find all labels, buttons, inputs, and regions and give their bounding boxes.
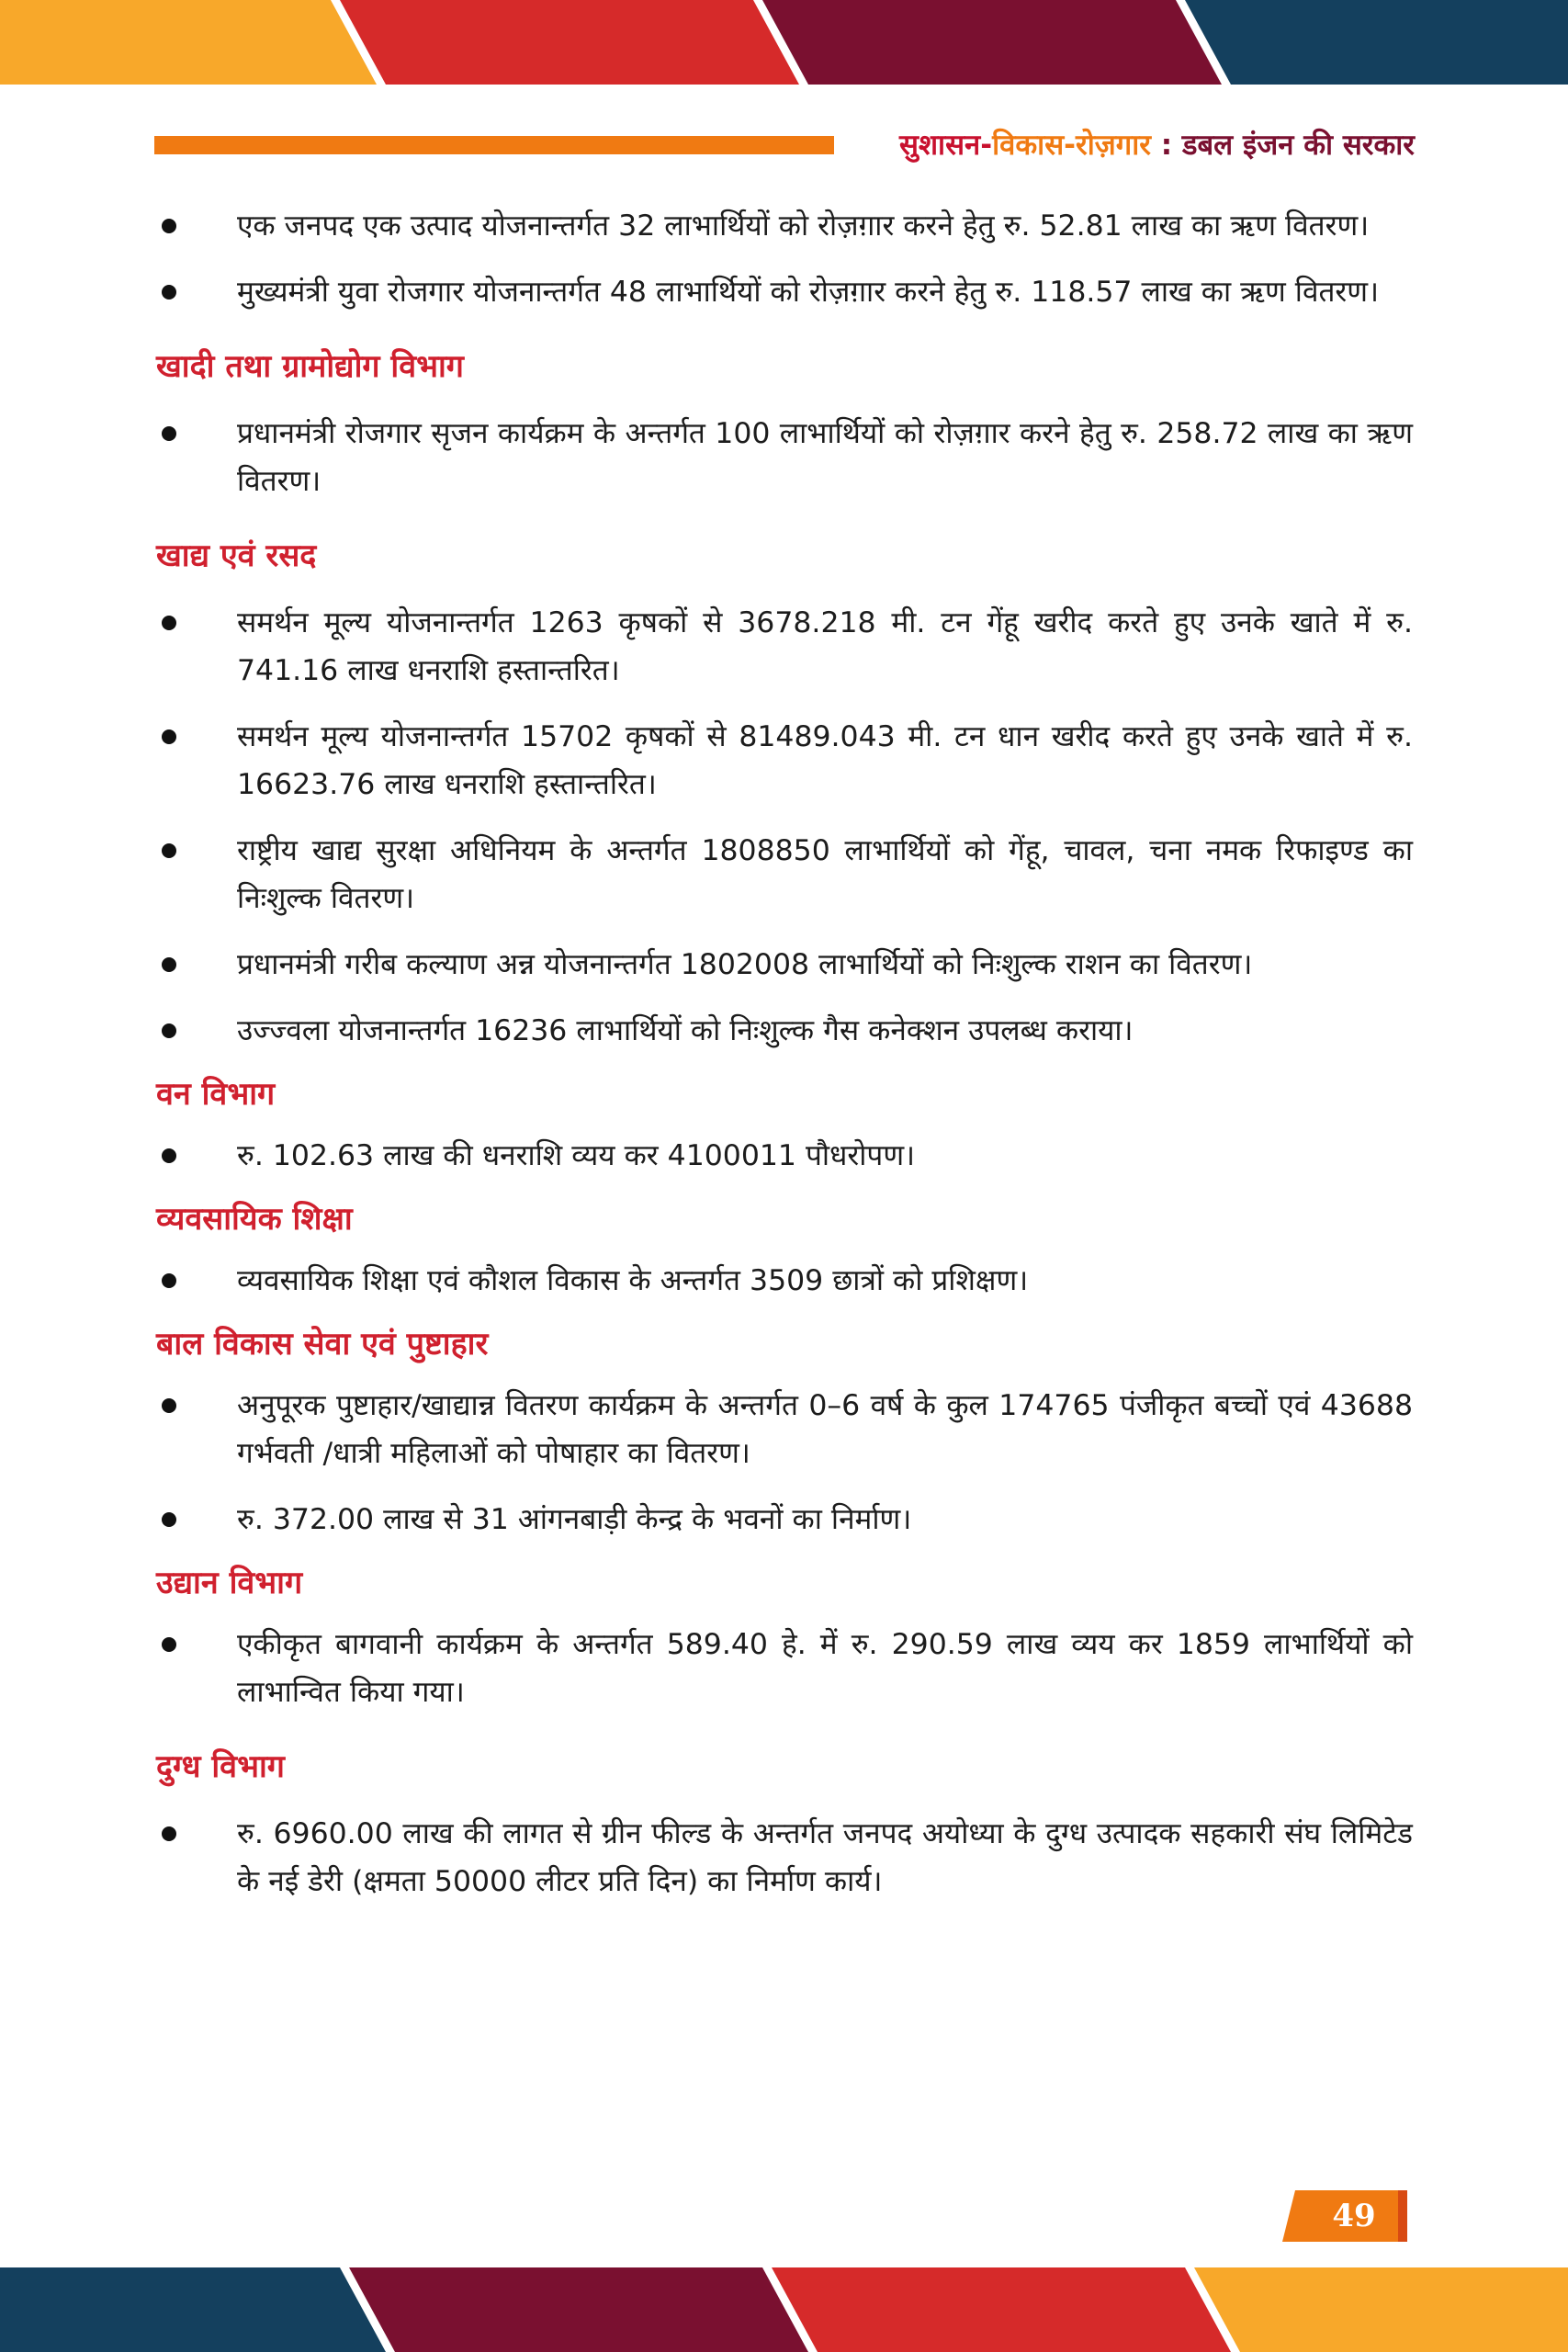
list-item-text: मुख्यमंत्री युवा रोजगार योजनान्तर्गत 48 लाभार्थियों को रोज़ग़ार करने हेतु रु. 118.57 लाख का ऋण वितरण।	[237, 276, 1380, 309]
top-band-graphic	[0, 0, 1568, 85]
bottom-band-navy-stripe	[0, 2267, 386, 2352]
bullet-icon	[162, 1637, 176, 1652]
bullet-icon	[162, 729, 176, 744]
list-item-text: उज्ज्वला योजनान्तर्गत 16236 लाभार्थियों को निःशुल्क गैस कनेक्शन उपलब्ध कराया।	[237, 1014, 1134, 1047]
bullet-icon	[162, 843, 176, 858]
top-decorative-band	[0, 0, 1568, 85]
page-number-tab	[1282, 2190, 1407, 2242]
bullet-icon	[162, 616, 176, 630]
bullet-icon	[162, 426, 176, 441]
section-heading-khadi: खादी तथा ग्रामोद्योग विभाग	[156, 348, 464, 385]
list-item-text: अनुपूरक पुष्टाहार/खाद्यान्न वितरण कार्यक्रम के अन्तर्गत 0–6 वर्ष के कुल 174765 पंजीकृत बच्चों एवं 43688 गर्भवती /धात्री महिलाओं को पोषाहार का वितरण।	[237, 1389, 1413, 1470]
bullet-icon	[162, 1512, 176, 1527]
list-item	[156, 1257, 1413, 1305]
section-heading-forest: वन विभाग	[156, 1076, 276, 1113]
list-item	[156, 713, 1413, 808]
list-item-text: व्यवसायिक शिक्षा एवं कौशल विकास के अन्तर्गत 3509 छात्रों को प्रशिक्षण।	[237, 1264, 1029, 1297]
top-band-navy-stripe	[1185, 0, 1568, 85]
bullet-icon	[162, 219, 176, 233]
list-item	[156, 1382, 1413, 1477]
bottom-decorative-band	[0, 2267, 1568, 2352]
list-item-text: प्रधानमंत्री गरीब कल्याण अन्न योजनान्तर्गत 1802008 लाभार्थियों को निःशुल्क राशन का वितरण।	[237, 948, 1253, 981]
list-item-text: रु. 372.00 लाख से 31 आंगनबाड़ी केन्द्र के भवनों का निर्माण।	[237, 1503, 912, 1536]
list-item-text: प्रधानमंत्री रोजगार सृजन कार्यक्रम के अन्तर्गत 100 लाभार्थियों को रोज़ग़ार करने हेतु रु. 258.72 लाख का ऋण वितरण।	[237, 417, 1413, 498]
section-heading-vocational: व्यवसायिक शिक्षा	[156, 1201, 353, 1238]
list-item-text: रु. 6960.00 लाख की लागत से ग्रीन फील्ड के अन्तर्गत जनपद अयोध्या के दुग्ध उत्पादक सहकारी संघ लिमिटेड के नई डेरी (क्षमता 50000 लीटर प्रति दिन) का निर्माण कार्य।	[237, 1817, 1413, 1898]
list-item-text: एक जनपद एक उत्पाद योजनान्तर्गत 32 लाभार्थियों को रोज़ग़ार करने हेतु रु. 52.81 लाख का ऋण वितरण।	[237, 209, 1370, 243]
list-item	[156, 1007, 1413, 1055]
bottom-band-graphic	[0, 2267, 1568, 2352]
top-band-red-stripe	[340, 0, 799, 85]
bottom-band-red-stripe	[772, 2267, 1231, 2352]
bottom-band-yellow-stripe	[1194, 2267, 1568, 2352]
list-item	[156, 202, 1413, 250]
list-item	[156, 827, 1413, 922]
top-band-yellow-stripe	[0, 0, 377, 85]
list-item-text: राष्ट्रीय खाद्य सुरक्षा अधिनियम के अन्तर्गत 1808850 लाभार्थियों को गेंहू, चावल, चना नमक रिफाइण्ड का निःशुल्क वितरण।	[237, 834, 1413, 915]
bullet-icon	[162, 285, 176, 300]
list-item	[156, 1496, 1413, 1544]
top-band-maroon-stripe	[762, 0, 1222, 85]
bullet-icon	[162, 957, 176, 972]
section-heading-food-supply: खाद्य एवं रसद	[156, 537, 317, 574]
list-item-text: रु. 102.63 लाख की धनराशि व्यय कर 4100011 पौधरोपण।	[237, 1139, 916, 1172]
list-item	[156, 1132, 1413, 1180]
bullet-icon	[162, 1273, 176, 1288]
section-heading-child-development: बाल विकास सेवा एवं पुष्टाहार	[156, 1326, 489, 1363]
list-item	[156, 1810, 1413, 1905]
bottom-band-maroon-stripe	[349, 2267, 808, 2352]
list-item-text: समर्थन मूल्य योजनान्तर्गत 1263 कृषकों से 3678.218 मी. टन गेंहू खरीद करते हुए उनके खाते में रु. 741.16 लाख धनराशि हस्तान्तरित।	[237, 606, 1413, 687]
bullet-icon	[162, 1826, 176, 1841]
page-content	[156, 202, 1413, 1924]
section-heading-horticulture: उद्यान विभाग	[156, 1565, 303, 1601]
page-number: 49	[1332, 2198, 1376, 2234]
header-accent-strip	[154, 136, 834, 154]
tagline-part-2: विकास-रोज़गार	[992, 129, 1151, 162]
tagline-part-1: सुशासन-	[899, 129, 993, 162]
list-item	[156, 410, 1413, 505]
header-tagline	[854, 125, 1415, 164]
section-heading-dairy: दुग्ध विभाग	[156, 1748, 285, 1785]
bullet-icon	[162, 1148, 176, 1163]
bullet-icon	[162, 1023, 176, 1038]
list-item-text: एकीकृत बागवानी कार्यक्रम के अन्तर्गत 589.40 हे. में रु. 290.59 लाख व्यय कर 1859 लाभार्थियों को लाभान्वित किया गया।	[237, 1628, 1413, 1709]
list-item	[156, 1621, 1413, 1716]
list-item-text: समर्थन मूल्य योजनान्तर्गत 15702 कृषकों से 81489.043 मी. टन धान खरीद करते हुए उनके खाते में रु. 16623.76 लाख धनराशि हस्तान्तरित।	[237, 720, 1413, 801]
list-item	[156, 599, 1413, 695]
tagline-part-3: : डबल इंजन की सरकार	[1150, 129, 1415, 162]
list-item	[156, 941, 1413, 989]
bullet-icon	[162, 1398, 176, 1413]
list-item	[156, 268, 1413, 316]
